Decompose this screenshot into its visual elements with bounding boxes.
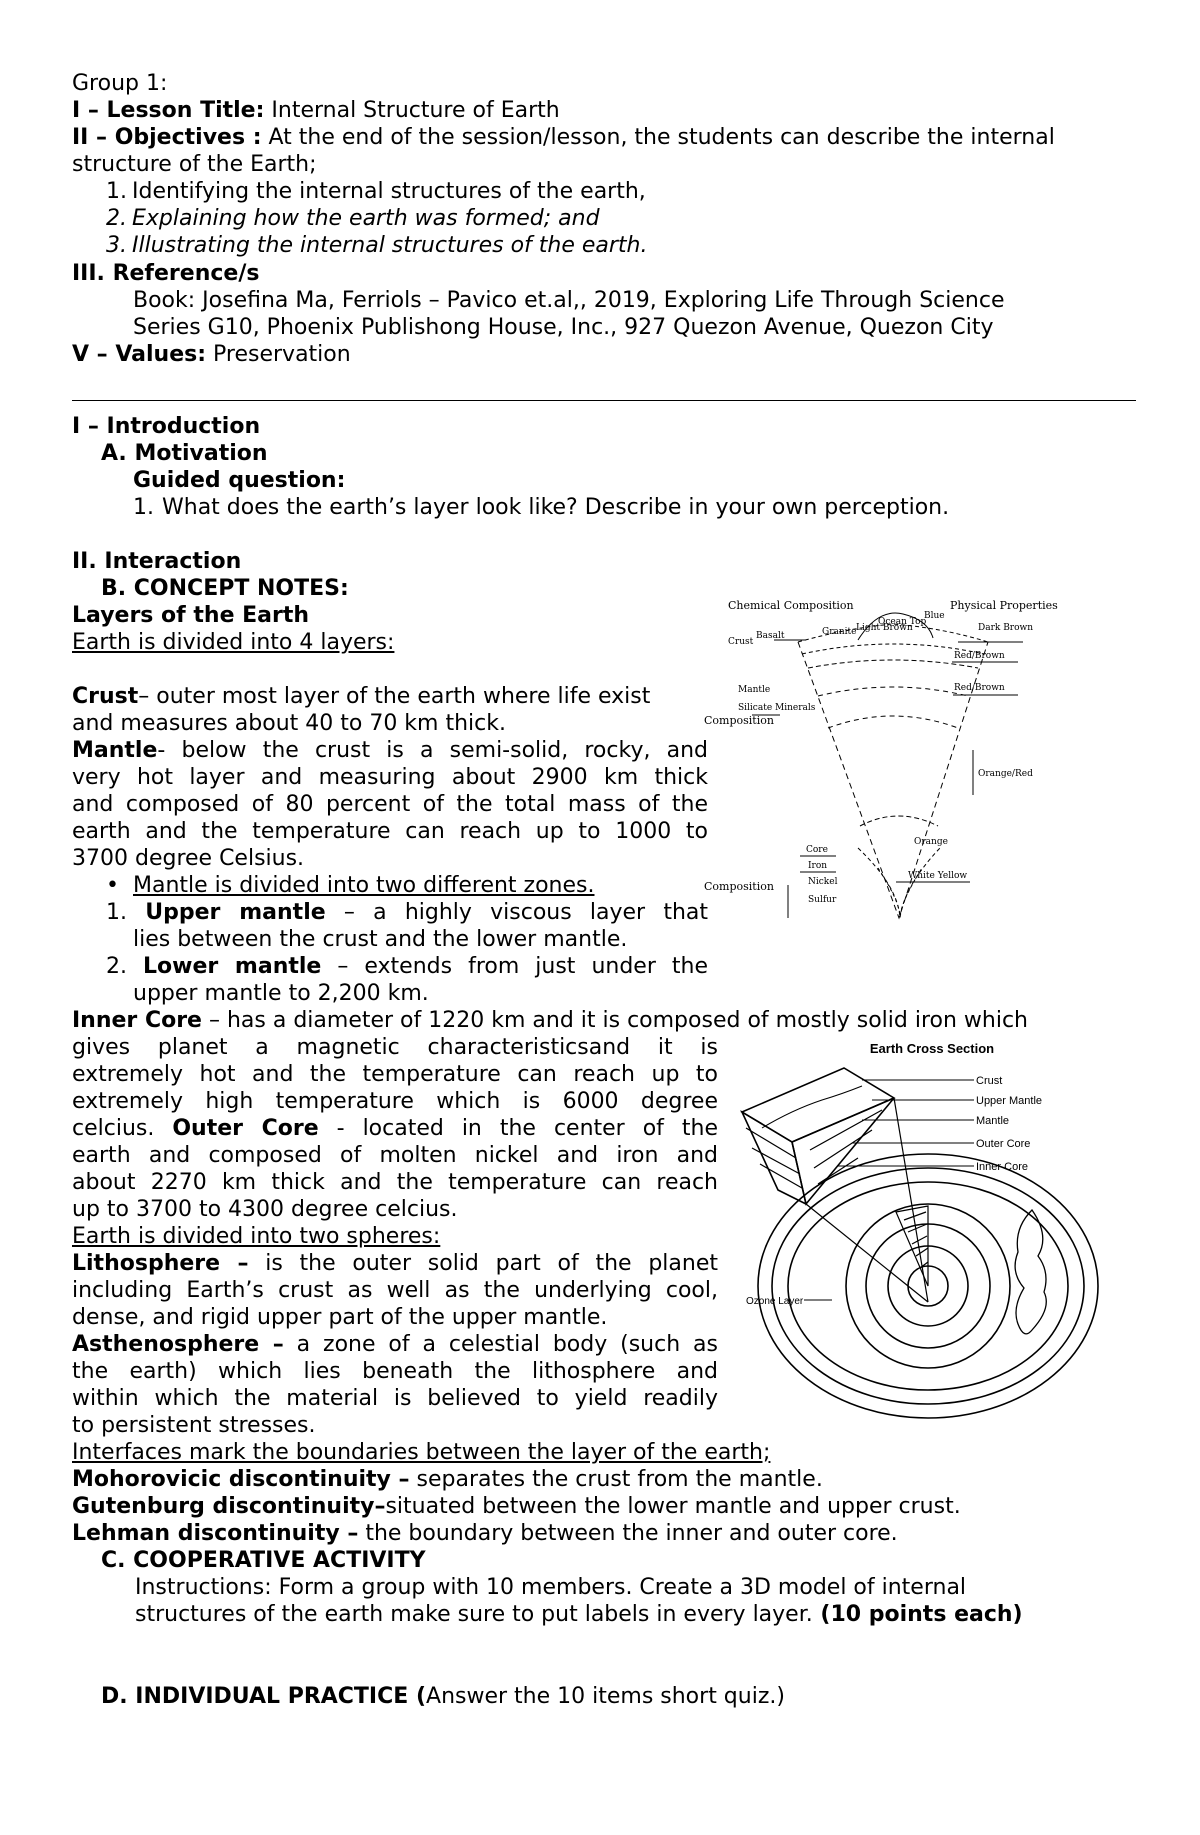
lower-mantle-item-cont: upper mantle to 2,200 km.: [133, 981, 429, 1006]
gutenburg-text: Gutenburg discontinuity–situated between the lower mantle and upper crust.: [72, 1494, 961, 1519]
core-label: Core: [806, 845, 828, 855]
silicate-minerals-label: Silicate Minerals: [738, 703, 816, 713]
spheres-subtitle: Earth is divided into two spheres:: [72, 1224, 441, 1249]
upper-mantle-label: Upper Mantle: [976, 1095, 1043, 1107]
nickel-label: Nickel: [808, 877, 838, 887]
introduction-heading: I – Introduction: [72, 414, 261, 439]
earth-cross-section-diagram: [732, 1040, 1104, 1360]
granite-label: Granite: [822, 627, 857, 637]
lithosphere-text: Lithosphere – is the outer solid part of the planet: [72, 1251, 718, 1276]
red-brown-label-2: Red/Brown: [954, 683, 1005, 693]
earth-layers-diagram-svg: [704, 599, 1058, 926]
mantle-text-cont: earth and the temperature can reach up to 1000 to: [72, 819, 708, 844]
mantle-text-cont: very hot layer and measuring about 2900 km thick: [72, 765, 708, 790]
dark-brown-label: Dark Brown: [978, 623, 1034, 633]
inner-core-text-cont: gives planet a magnetic characteristicsand it is: [72, 1035, 718, 1060]
lesson-title-label: I – Lesson Title:: [72, 98, 265, 123]
inner-core-text-cont: extremely high temperature which is 6000 degree: [72, 1089, 718, 1114]
objective-item: 1. Identifying the internal structures of the earth,: [106, 179, 646, 204]
lesson-title: Internal Structure of Earth: [264, 98, 560, 123]
values-text: Preservation: [206, 342, 351, 367]
values-line: [72, 341, 351, 368]
reference-label: III. Reference/s: [72, 261, 260, 286]
objectives-line: [72, 124, 1055, 151]
orange-label: Orange: [914, 837, 948, 847]
guided-question-label: Guided question:: [133, 468, 346, 493]
mohorovicic-text: Mohorovicic discontinuity – separates the crust from the mantle.: [72, 1467, 823, 1492]
objective-item: 3. Illustrating the internal structures of the earth.: [106, 233, 648, 258]
guided-question: 1. What does the earth’s layer look like? Describe in your own perception.: [133, 495, 950, 520]
inner-core-label: Inner Core: [976, 1161, 1028, 1173]
reference-text-cont: Series G10, Phoenix Publishong House, Inc., 927 Quezon Avenue, Quezon City: [133, 315, 994, 340]
composition-label: Composition: [704, 714, 774, 727]
physical-properties-label: Physical Properties: [950, 599, 1058, 612]
lithosphere-text-cont: dense, and rigid upper part of the upper mantle.: [72, 1305, 608, 1330]
asthenosphere-text-cont: within which the material is believed to yield readily: [72, 1386, 718, 1411]
core-arc: [860, 816, 938, 826]
layers-title: Layers of the Earth: [72, 603, 310, 628]
lower-mantle-item: 2. Lower mantle – extends from just under the: [106, 954, 708, 979]
motivation-heading: A. Motivation: [101, 441, 268, 466]
inner-core-text: Inner Core – has a diameter of 1220 km and it is composed of mostly solid iron which: [72, 1008, 1029, 1033]
asthenosphere-text-cont: to persistent stresses.: [72, 1413, 316, 1438]
divider: [72, 400, 1136, 401]
outer-core-text: celcius. Outer Core - located in the center of the: [72, 1116, 718, 1141]
individual-practice: D. INDIVIDUAL PRACTICE (Answer the 10 items short quiz.): [101, 1684, 785, 1709]
group-label: Group 1:: [72, 71, 168, 96]
sulfur-label: Sulfur: [808, 895, 837, 905]
inner-core-text-cont: extremely hot and the temperature can reach up to: [72, 1062, 718, 1087]
mantle-text: Mantle- below the crust is a semi-solid, rocky, and: [72, 738, 708, 763]
moho-arc: [808, 660, 978, 668]
ocean-top-label: Ocean Top: [878, 617, 927, 627]
red-brown-label: Red/Brown: [954, 651, 1005, 661]
lehman-text: Lehman discontinuity – the boundary between the inner and outer core.: [72, 1521, 898, 1546]
mantle-label: Mantle: [738, 685, 771, 695]
mantle-text-cont: 3700 degree Celsius.: [72, 846, 305, 871]
earth-cross-section-svg: [732, 1040, 1104, 1360]
iron-label: Iron: [808, 861, 828, 871]
mantle-arc: [828, 716, 958, 728]
crust-label: Crust: [976, 1075, 1003, 1087]
objectives-text: At the end of the session/lesson, the students can describe the internal: [261, 125, 1055, 150]
ozone-layer-label: Ozone Layer: [746, 1296, 804, 1307]
composition-label-2: Composition: [704, 880, 774, 893]
upper-mantle-item: 1. Upper mantle – a highly viscous layer that: [106, 900, 709, 925]
mantle-arc: [818, 687, 968, 696]
cooperative-instructions: Instructions: Form a group with 10 members. Create a 3D model of internal: [135, 1575, 967, 1600]
mantle-text-cont: and composed of 80 percent of the total mass of the: [72, 792, 708, 817]
interfaces-subtitle: Interfaces mark the boundaries between the layer of the earth;: [72, 1440, 771, 1465]
reference-text: Book: Josefina Ma, Ferriols – Pavico et.al,, 2019, Exploring Life Through Science: [133, 288, 1005, 313]
objectives-label: II – Objectives :: [72, 125, 262, 150]
continent-outline: [1015, 1210, 1046, 1334]
light-brown-label: Light Brown: [856, 623, 913, 633]
crust-label: Crust: [728, 637, 754, 647]
crust-text-cont: and measures about 40 to 70 km thick.: [72, 711, 506, 736]
lesson-title-line: [72, 97, 560, 124]
outer-core-label: Outer Core: [976, 1138, 1031, 1150]
blue-label: Blue: [924, 611, 945, 621]
outer-core-text-cont: about 2270 km thick and the temperature can reach: [72, 1170, 718, 1195]
asthenosphere-text: Asthenosphere – a zone of a celestial body (such as: [72, 1332, 718, 1357]
outer-core-text-cont: up to 3700 to 4300 degree celcius.: [72, 1197, 458, 1222]
mantle-zones-bullet: • Mantle is divided into two different zones.: [106, 873, 595, 898]
values-label: V – Values:: [72, 342, 207, 367]
lithosphere-text-cont: including Earth’s crust as well as the underlying cool,: [72, 1278, 718, 1303]
earth-layers-diagram: [704, 599, 1058, 926]
basalt-label: Basalt: [756, 631, 785, 641]
white-yellow-label: White Yellow: [908, 871, 968, 881]
layers-subtitle: Earth is divided into 4 layers:: [72, 630, 395, 655]
cooperative-heading: C. COOPERATIVE ACTIVITY: [101, 1548, 426, 1573]
objective-item: 2. Explaining how the earth was formed; and: [106, 206, 600, 231]
chemical-composition-label: Chemical Composition: [728, 599, 854, 612]
asthenosphere-text-cont: the earth) which lies beneath the lithosphere and: [72, 1359, 718, 1384]
orange-red-label: Orange/Red: [978, 769, 1033, 779]
cross-section-title: Earth Cross Section: [869, 1041, 995, 1056]
objectives-text-cont: structure of the Earth;: [72, 152, 317, 177]
crust-text: Crust– outer most layer of the earth where life exist: [72, 684, 651, 709]
concept-notes-heading: B. CONCEPT NOTES:: [101, 576, 349, 601]
interaction-heading: II. Interaction: [72, 549, 242, 574]
outer-core-text-cont: earth and composed of molten nickel and iron and: [72, 1143, 718, 1168]
connector-line: [806, 1204, 928, 1302]
connector-line: [894, 1098, 928, 1302]
core-arc: [858, 848, 940, 918]
mantle-label: Mantle: [976, 1115, 1010, 1127]
cooperative-instructions-cont: structures of the earth make sure to put labels in every layer. (10 points each): [135, 1602, 1023, 1627]
upper-mantle-item-cont: lies between the crust and the lower mantle.: [133, 927, 628, 952]
